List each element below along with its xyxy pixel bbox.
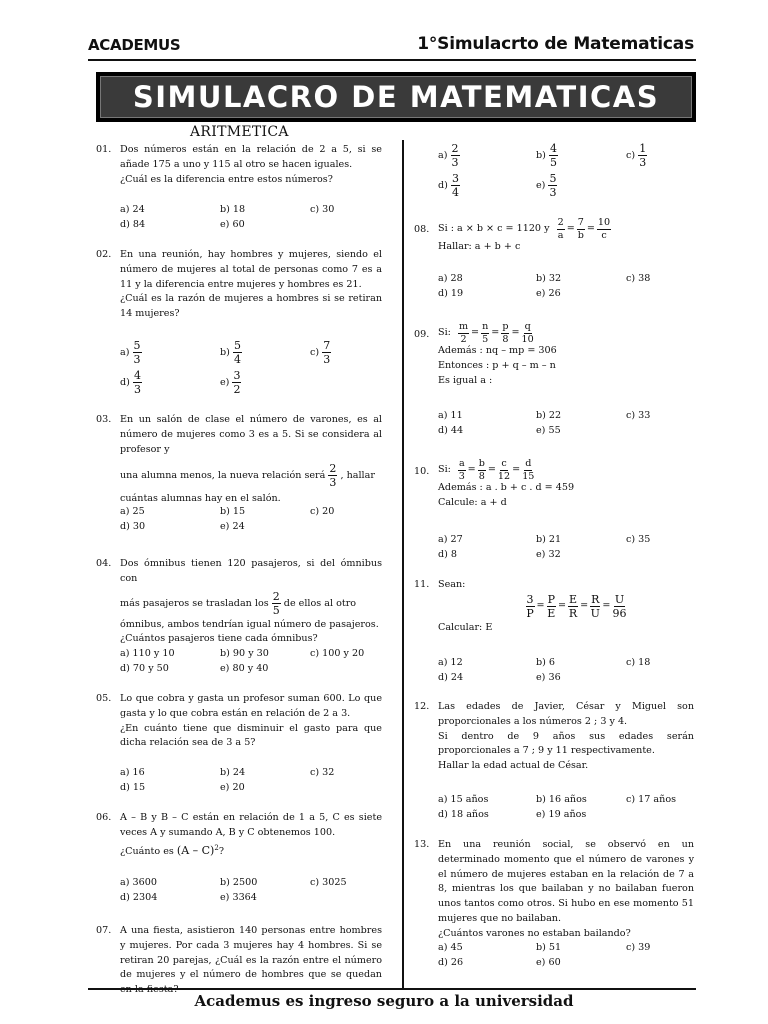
- numerator: m: [458, 321, 469, 332]
- option-c[interactable]: c) 18: [626, 657, 651, 668]
- option-a[interactable]: a) 15 años: [438, 794, 489, 805]
- fraction: [233, 340, 242, 365]
- exam-subject: 1°Simulacrto de Matematicas: [417, 34, 694, 54]
- question-number: 06.: [96, 812, 112, 823]
- fraction: [557, 218, 565, 240]
- question-04: [96, 557, 382, 647]
- question-line: Es igual a :: [438, 374, 493, 386]
- denominator: b: [577, 229, 584, 241]
- question-line: ¿Cuántos pasajeros tiene cada ómnibus?: [120, 633, 318, 645]
- equals-sign: =: [566, 222, 575, 234]
- option-d[interactable]: d) 70 y 50: [120, 663, 169, 674]
- fraction: [232, 370, 241, 395]
- option-d[interactable]: d) 2304: [120, 892, 158, 903]
- fraction: [597, 218, 611, 240]
- question-line: Hallar: a + b + c: [438, 241, 521, 253]
- option-c[interactable]: c) 100 y 20: [310, 648, 365, 659]
- numerator: E: [569, 592, 578, 606]
- question-number: 08.: [414, 224, 430, 235]
- option-e[interactable]: e) 26: [536, 288, 561, 299]
- equals-sign: =: [511, 326, 520, 338]
- question-number: 11.: [414, 579, 430, 590]
- option-b[interactable]: b) 18: [220, 204, 246, 215]
- option-e[interactable]: e) 20: [220, 782, 245, 793]
- denominator: 5: [272, 603, 280, 617]
- option-letter: e): [536, 180, 546, 191]
- option-e[interactable]: e) 55: [536, 425, 561, 436]
- option-letter: b): [220, 347, 230, 358]
- question-number: 10.: [414, 466, 430, 477]
- option-letter: b): [536, 150, 546, 161]
- denominator: 5: [482, 333, 489, 345]
- numerator: b: [478, 458, 485, 469]
- option-d[interactable]: d) 26: [438, 957, 464, 968]
- question-01: [96, 143, 382, 187]
- denominator: 4: [233, 353, 241, 366]
- text-run: Si:: [438, 326, 451, 338]
- question-text: [120, 248, 382, 322]
- option-d[interactable]: d) 15: [120, 782, 146, 793]
- fraction: [549, 143, 558, 168]
- numerator: 1: [639, 142, 647, 155]
- option-c[interactable]: c) 35: [626, 534, 651, 545]
- option-c[interactable]: [626, 143, 647, 168]
- option-b[interactable]: b) 21: [536, 534, 562, 545]
- question-number: 13.: [414, 839, 430, 850]
- equals-sign: =: [586, 222, 595, 234]
- numerator: q: [524, 321, 531, 332]
- numerator: c: [501, 458, 507, 469]
- question-11: [414, 578, 694, 636]
- numerator: d: [525, 458, 532, 469]
- denominator: 5: [549, 156, 557, 169]
- option-a[interactable]: [438, 143, 460, 168]
- question-10: [414, 459, 694, 511]
- option-c[interactable]: c) 30: [310, 204, 335, 215]
- denominator: 3: [639, 156, 647, 169]
- fraction: [458, 322, 469, 344]
- option-d[interactable]: [120, 370, 142, 395]
- numerator: 4: [133, 369, 141, 382]
- fraction: [577, 218, 585, 240]
- question-text: [438, 218, 694, 255]
- fraction: [568, 594, 578, 619]
- question-line: ¿Cuántos varones no estaban bailando?: [438, 927, 631, 939]
- numerator: 3: [233, 369, 241, 382]
- question-line: ómnibus, ambos tendrían igual número de pasajeros.: [120, 618, 379, 630]
- option-letter: c): [310, 347, 320, 358]
- numerator: n: [482, 321, 489, 332]
- text-run: Si : a × b × c = 1120 y: [438, 222, 550, 234]
- equation-line: [438, 218, 694, 240]
- denominator: 8: [478, 470, 485, 482]
- page-header: [88, 36, 694, 60]
- option-e[interactable]: e) 3364: [220, 892, 257, 903]
- numerator: 4: [549, 142, 557, 155]
- equation-line: [438, 459, 694, 481]
- numerator: 3: [526, 592, 534, 606]
- question-number: 12.: [414, 701, 430, 712]
- column-divider: [402, 140, 404, 988]
- question-line: Lo que cobra y gasta un profesor suman 600. Lo que gasta y lo que cobra están en relación de 2 a 3.: [120, 693, 382, 719]
- question-line: Hallar la edad actual de César.: [438, 760, 589, 772]
- option-b[interactable]: b) 15: [220, 506, 246, 517]
- option-e[interactable]: [536, 173, 557, 198]
- numerator: 2: [272, 589, 280, 603]
- denominator: 3: [451, 156, 459, 169]
- option-a[interactable]: a) 16: [120, 767, 145, 778]
- fraction: [498, 459, 510, 481]
- section-title: ARITMETICA: [190, 124, 289, 140]
- option-c[interactable]: c) 3025: [310, 877, 347, 888]
- option-letter: d): [120, 377, 130, 388]
- fraction: [548, 173, 557, 198]
- equals-sign: =: [487, 463, 496, 475]
- option-a[interactable]: a) 110 y 10: [120, 648, 175, 659]
- fraction: [526, 594, 535, 619]
- option-d[interactable]: d) 30: [120, 521, 146, 532]
- question-text: [438, 838, 694, 942]
- option-d[interactable]: d) 18 años: [438, 809, 489, 820]
- fraction: [451, 173, 460, 198]
- denominator: 3: [329, 476, 337, 490]
- exponent: 2: [214, 843, 219, 852]
- question-09: [414, 322, 694, 389]
- option-b[interactable]: [536, 143, 558, 168]
- option-d[interactable]: d) 24: [438, 672, 464, 683]
- text-run: más pasajeros se trasladan los: [120, 597, 269, 609]
- question-text: [120, 692, 382, 751]
- question-line: Las edades de Javier, César y Miguel son proporcionales a los números 2 ; 3 y 4.: [438, 701, 694, 727]
- option-e[interactable]: e) 60: [220, 219, 245, 230]
- question-06: [96, 811, 382, 860]
- option-letter: a): [120, 347, 130, 358]
- denominator: a: [557, 229, 564, 241]
- fraction: [133, 370, 142, 395]
- title-banner: [96, 72, 696, 122]
- equals-sign: =: [536, 599, 545, 611]
- option-b[interactable]: b) 24: [220, 767, 246, 778]
- option-e[interactable]: e) 60: [536, 957, 561, 968]
- numerator: 7: [323, 339, 331, 352]
- fraction: [478, 459, 486, 481]
- option-e[interactable]: [220, 370, 241, 395]
- text-run: una alumna menos, la nueva relación será: [120, 470, 326, 482]
- denominator: 3: [458, 470, 465, 482]
- denominator: 4: [451, 186, 459, 199]
- equals-sign: =: [471, 326, 480, 338]
- option-d[interactable]: [438, 173, 460, 198]
- numerator: p: [502, 321, 509, 332]
- fraction: [272, 591, 281, 616]
- numerator: 2: [451, 142, 459, 155]
- numerator: 2: [329, 462, 337, 476]
- denominator: P: [526, 606, 534, 620]
- equals-sign: =: [491, 326, 500, 338]
- option-c[interactable]: c) 17 años: [626, 794, 677, 805]
- question-line: A una fiesta, asistieron 140 personas entre hombres y mujeres. Por cada 3 mujeres hay 4 hombres. Si se retiran 20 parejas, ¿Cuál es la razón entre el número de mujeres y el número de hombres que se quedan: [120, 925, 382, 981]
- option-c[interactable]: [310, 340, 331, 365]
- option-c[interactable]: c) 32: [310, 767, 335, 778]
- numerator: 3: [451, 172, 459, 185]
- option-c[interactable]: c) 20: [310, 506, 335, 517]
- denominator: 15: [522, 470, 535, 482]
- option-a[interactable]: a) 11: [438, 410, 463, 421]
- numerator: R: [591, 592, 600, 606]
- denominator: 96: [612, 606, 627, 620]
- text-run: ?: [218, 845, 224, 857]
- question-line: ¿En cuánto tiene que disminuir el gasto para que dicha relación sea de 3 a 5?: [120, 722, 382, 749]
- numerator: 5: [549, 172, 557, 185]
- option-b[interactable]: b) 16 años: [536, 794, 587, 805]
- question-line: [120, 841, 382, 860]
- footer-rule: [88, 988, 696, 990]
- question-line: Calcule: a + d: [438, 496, 507, 508]
- question-number: 09.: [414, 329, 430, 340]
- question-13: [414, 838, 694, 942]
- denominator: 2: [460, 333, 467, 345]
- text-run: ¿Cuánto es: [120, 845, 174, 857]
- option-d[interactable]: d) 84: [120, 219, 146, 230]
- equals-sign: =: [512, 463, 521, 475]
- option-letter: d): [438, 180, 448, 191]
- option-b[interactable]: b) 2500: [220, 877, 258, 888]
- option-a[interactable]: a) 3600: [120, 877, 157, 888]
- fraction: [638, 143, 647, 168]
- question-line: En un salón de clase el número de varones, es al número de mujeres como 3 es a 5. Si se considera al profesor y: [120, 414, 382, 455]
- option-letter: a): [438, 150, 448, 161]
- option-e[interactable]: e) 24: [220, 521, 245, 532]
- equals-sign: =: [557, 599, 567, 611]
- fraction: [522, 459, 534, 481]
- page-title: SIMULACRO DE MATEMATICAS: [132, 80, 660, 114]
- option-b[interactable]: b) 22: [536, 410, 562, 421]
- fraction: [133, 340, 142, 365]
- denominator: 3: [133, 353, 141, 366]
- question-line: [120, 591, 382, 616]
- fraction: [612, 594, 626, 619]
- math-expression: (A – C): [176, 843, 215, 857]
- question-text: [120, 143, 382, 187]
- option-a[interactable]: a) 12: [438, 657, 463, 668]
- denominator: 10: [521, 333, 534, 345]
- option-a[interactable]: a) 24: [120, 204, 145, 215]
- denominator: 12: [497, 470, 511, 482]
- fraction: [458, 459, 466, 481]
- denominator: E: [547, 606, 556, 620]
- fraction: [481, 322, 489, 344]
- equation-line: [458, 594, 694, 619]
- option-a[interactable]: [120, 340, 142, 365]
- question-05: [96, 692, 382, 751]
- option-e[interactable]: e) 80 y 40: [220, 663, 269, 674]
- question-number: 07.: [96, 925, 112, 936]
- text-run: , hallar: [340, 470, 375, 482]
- numerator: P: [547, 592, 555, 606]
- option-b[interactable]: b) 32: [536, 273, 562, 284]
- question-number: 01.: [96, 144, 112, 155]
- denominator: 3: [133, 383, 141, 396]
- footer-slogan: Academus es ingreso seguro a la universidad: [194, 992, 574, 1010]
- denominator: U: [590, 606, 600, 620]
- option-b[interactable]: b) 51: [536, 942, 562, 953]
- question-text: [120, 557, 382, 647]
- question-line: Dos números están en la relación de 2 a 5, si se añade 175 a uno y 115 al otro se hacen iguales.: [120, 144, 382, 170]
- option-c[interactable]: c) 38: [626, 273, 651, 284]
- question-line: cuántas alumnas hay en el salón.: [120, 493, 281, 505]
- fraction: [328, 463, 337, 488]
- question-line: En una reunión, hay hombres y mujeres, siendo el número de mujeres al total de personas como 7 es a 11 y la diferencia entre mujeres y hombres es 21.: [120, 249, 382, 290]
- question-number: 02.: [96, 249, 112, 260]
- question-text: [438, 322, 694, 389]
- denominator: 3: [323, 353, 331, 366]
- question-12: [414, 700, 694, 774]
- question-07: [96, 924, 382, 998]
- question-number: 05.: [96, 693, 112, 704]
- option-letter: e): [220, 377, 230, 388]
- text-run: de ellos al otro: [283, 597, 357, 609]
- numerator: U: [614, 592, 625, 606]
- question-line: Además : a . b + c . d = 459: [438, 482, 575, 494]
- question-text: [438, 459, 694, 511]
- denominator: 2: [233, 383, 241, 396]
- fraction: [590, 594, 600, 619]
- question-number: 03.: [96, 414, 112, 425]
- numerator: 5: [233, 339, 241, 352]
- numerator: 10: [597, 217, 611, 228]
- question-line: ¿Cuál es la razón de mujeres a hombres si se retiran 14 mujeres?: [120, 293, 382, 320]
- question-line: Calcular: E: [438, 621, 493, 633]
- option-a[interactable]: a) 28: [438, 273, 463, 284]
- question-text: [438, 578, 694, 636]
- option-c[interactable]: c) 39: [626, 942, 651, 953]
- fraction: [451, 143, 460, 168]
- question-line: [120, 463, 382, 488]
- text-run: Si:: [438, 463, 451, 475]
- fraction: [322, 340, 331, 365]
- option-d[interactable]: d) 8: [438, 549, 458, 560]
- option-b[interactable]: [220, 340, 242, 365]
- question-text: [120, 924, 382, 998]
- numerator: 5: [133, 339, 141, 352]
- equals-sign: =: [580, 599, 589, 611]
- question-03: [96, 413, 382, 507]
- question-line: En una reunión social, se observó en un determinado momento que el número de varones y el número de mujeres estaban en la relación de 7 a 8, mientras los que bailaban y no bailaban fueron unos tantos como otros. Si hubo en ese momento 51 mujeres que no bailaban.: [438, 839, 694, 924]
- numerator: 7: [577, 217, 584, 228]
- numerator: 2: [557, 217, 564, 228]
- option-b[interactable]: b) 6: [536, 657, 556, 668]
- option-letter: c): [626, 150, 636, 161]
- numerator: a: [458, 458, 465, 469]
- option-d[interactable]: d) 19: [438, 288, 464, 299]
- question-line: Además : nq – mp = 306: [438, 345, 557, 357]
- denominator: c: [601, 229, 607, 241]
- fraction: [547, 594, 556, 619]
- option-b[interactable]: b) 90 y 30: [220, 648, 269, 659]
- option-a[interactable]: a) 45: [438, 942, 463, 953]
- question-text: [120, 413, 382, 507]
- question-line: A – B y B – C están en relación de 1 a 5, C es siete veces A y sumando A, B y C obtenemos 100.: [120, 812, 382, 838]
- option-e[interactable]: e) 19 años: [536, 809, 587, 820]
- header-rule: [88, 59, 696, 61]
- equals-sign: =: [602, 599, 611, 611]
- denominator: 3: [549, 186, 557, 199]
- question-line: Dos ómnibus tienen 120 pasajeros, si del ómnibus con: [120, 558, 382, 584]
- brand-name: ACADEMUS: [88, 36, 181, 54]
- question-line: Sean:: [438, 579, 466, 590]
- question-line: Entonces : p + q – m – n: [438, 359, 556, 371]
- question-text: [438, 700, 694, 774]
- denominator: 8: [502, 333, 509, 345]
- option-c[interactable]: c) 33: [626, 410, 651, 421]
- option-a[interactable]: a) 27: [438, 534, 463, 545]
- question-line: ¿Cuál es la diferencia entre estos números?: [120, 173, 333, 185]
- equals-sign: =: [467, 463, 476, 475]
- equation-line: [438, 322, 694, 344]
- option-e[interactable]: e) 36: [536, 672, 561, 683]
- fraction: [501, 322, 509, 344]
- option-d[interactable]: d) 44: [438, 425, 464, 436]
- question-line: Si dentro de 9 años sus edades serán proporcionales a 7 ; 9 y 11 respectivamente.: [438, 730, 694, 757]
- question-02: [96, 248, 382, 322]
- option-a[interactable]: a) 25: [120, 506, 145, 517]
- option-e[interactable]: e) 32: [536, 549, 561, 560]
- fraction: [522, 322, 534, 344]
- denominator: R: [568, 606, 578, 620]
- question-08: [414, 218, 694, 255]
- question-number: 04.: [96, 558, 112, 569]
- title-banner-inner: [100, 76, 692, 118]
- question-text: [120, 811, 382, 860]
